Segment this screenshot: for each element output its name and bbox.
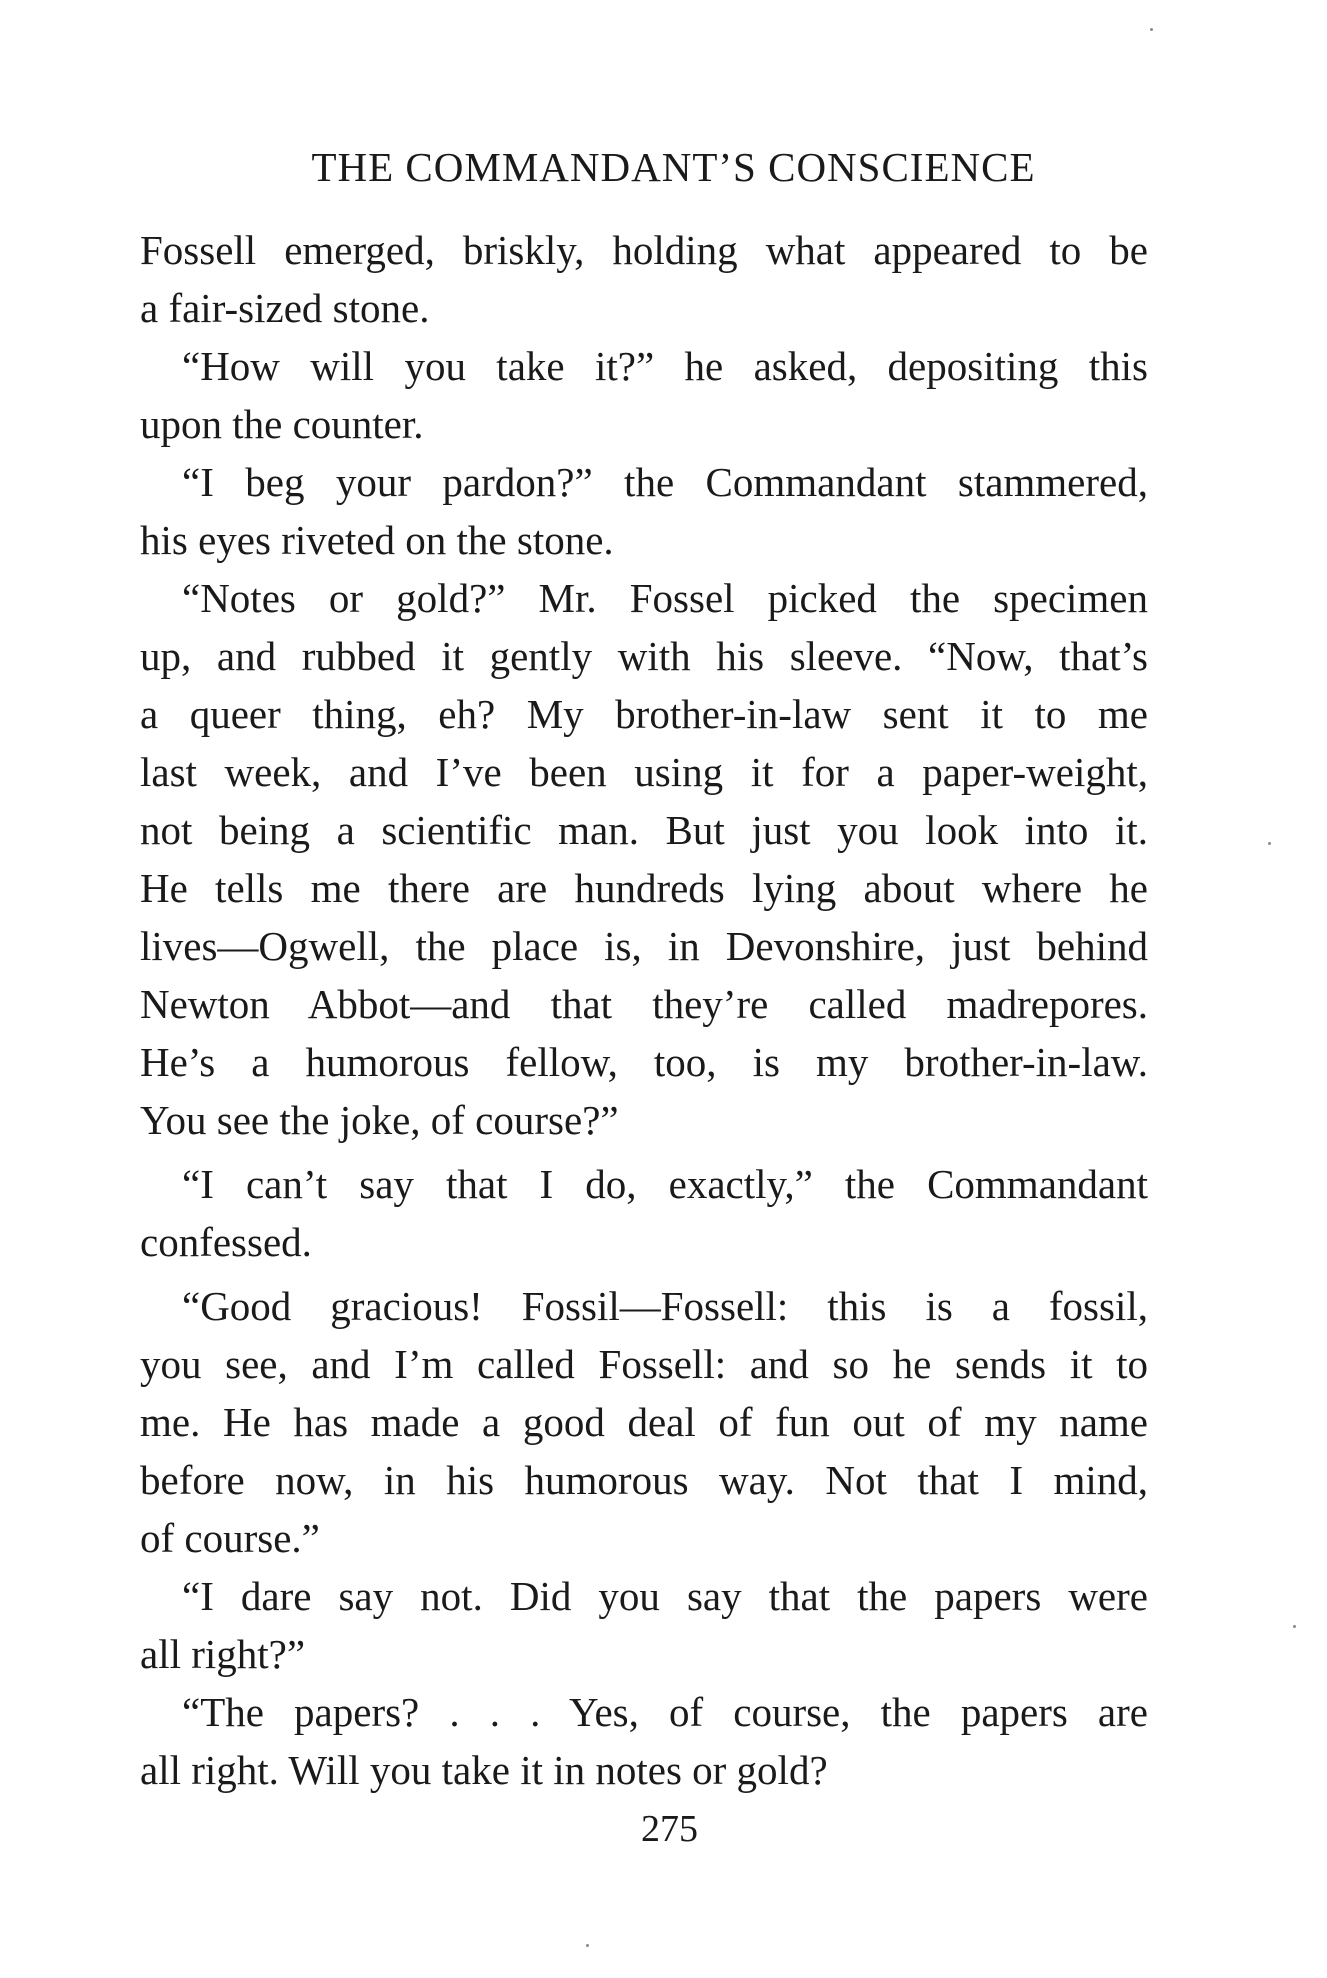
page-number: 275 <box>641 1808 698 1850</box>
text-line: He’s a humorous fellow, too, is my brother-in-law. <box>140 1039 1148 1085</box>
text-line: before now, in his humorous way. Not that I mind, <box>140 1457 1148 1503</box>
text-line: up, and rubbed it gently with his sleeve. “Now, that’s <box>140 633 1148 679</box>
text-line: Fossell emerged, briskly, holding what appeared to be <box>140 227 1148 273</box>
text-line: “How will you take it?” he asked, depositing this <box>182 343 1148 389</box>
scan-speck <box>1293 1625 1296 1628</box>
text-line: me. He has made a good deal of fun out of my name <box>140 1399 1148 1445</box>
text-line: Newton Abbot—and that they’re called madrepores. <box>140 981 1148 1027</box>
text-line: confessed. <box>140 1219 312 1265</box>
text-line: “The papers? . . . Yes, of course, the papers are <box>182 1689 1148 1735</box>
scan-speck <box>586 1944 589 1947</box>
text-line: all right?” <box>140 1631 306 1677</box>
text-line: not being a scientific man. But just you look into it. <box>140 807 1148 853</box>
text-line: He tells me there are hundreds lying about where he <box>140 865 1148 911</box>
text-line: lives—Ogwell, the place is, in Devonshire, just behind <box>140 923 1148 969</box>
scan-speck <box>1268 842 1271 845</box>
text-line: “I dare say not. Did you say that the papers were <box>182 1573 1148 1619</box>
text-line: his eyes riveted on the stone. <box>140 517 614 563</box>
text-line: “I beg your pardon?” the Commandant stammered, <box>182 459 1148 505</box>
text-line: upon the counter. <box>140 401 424 447</box>
text-line: a fair-sized stone. <box>140 285 430 331</box>
text-line: “Notes or gold?” Mr. Fossel picked the specimen <box>182 575 1148 621</box>
text-line: all right. Will you take it in notes or gold? <box>140 1747 828 1793</box>
text-line: you see, and I’m called Fossell: and so he sends it to <box>140 1341 1148 1387</box>
text-line: “Good gracious! Fossil—Fossell: this is a fossil, <box>182 1283 1148 1329</box>
running-head: THE COMMANDANT’S CONSCIENCE <box>311 144 1036 190</box>
text-line: of course.” <box>140 1515 320 1561</box>
text-line: “I can’t say that I do, exactly,” the Commandant <box>182 1161 1148 1207</box>
text-line: You see the joke, of course?” <box>140 1097 619 1143</box>
text-line: a queer thing, eh? My brother-in-law sent it to me <box>140 691 1148 737</box>
scan-speck <box>1150 28 1153 31</box>
text-line: last week, and I’ve been using it for a paper-weight, <box>140 749 1148 795</box>
